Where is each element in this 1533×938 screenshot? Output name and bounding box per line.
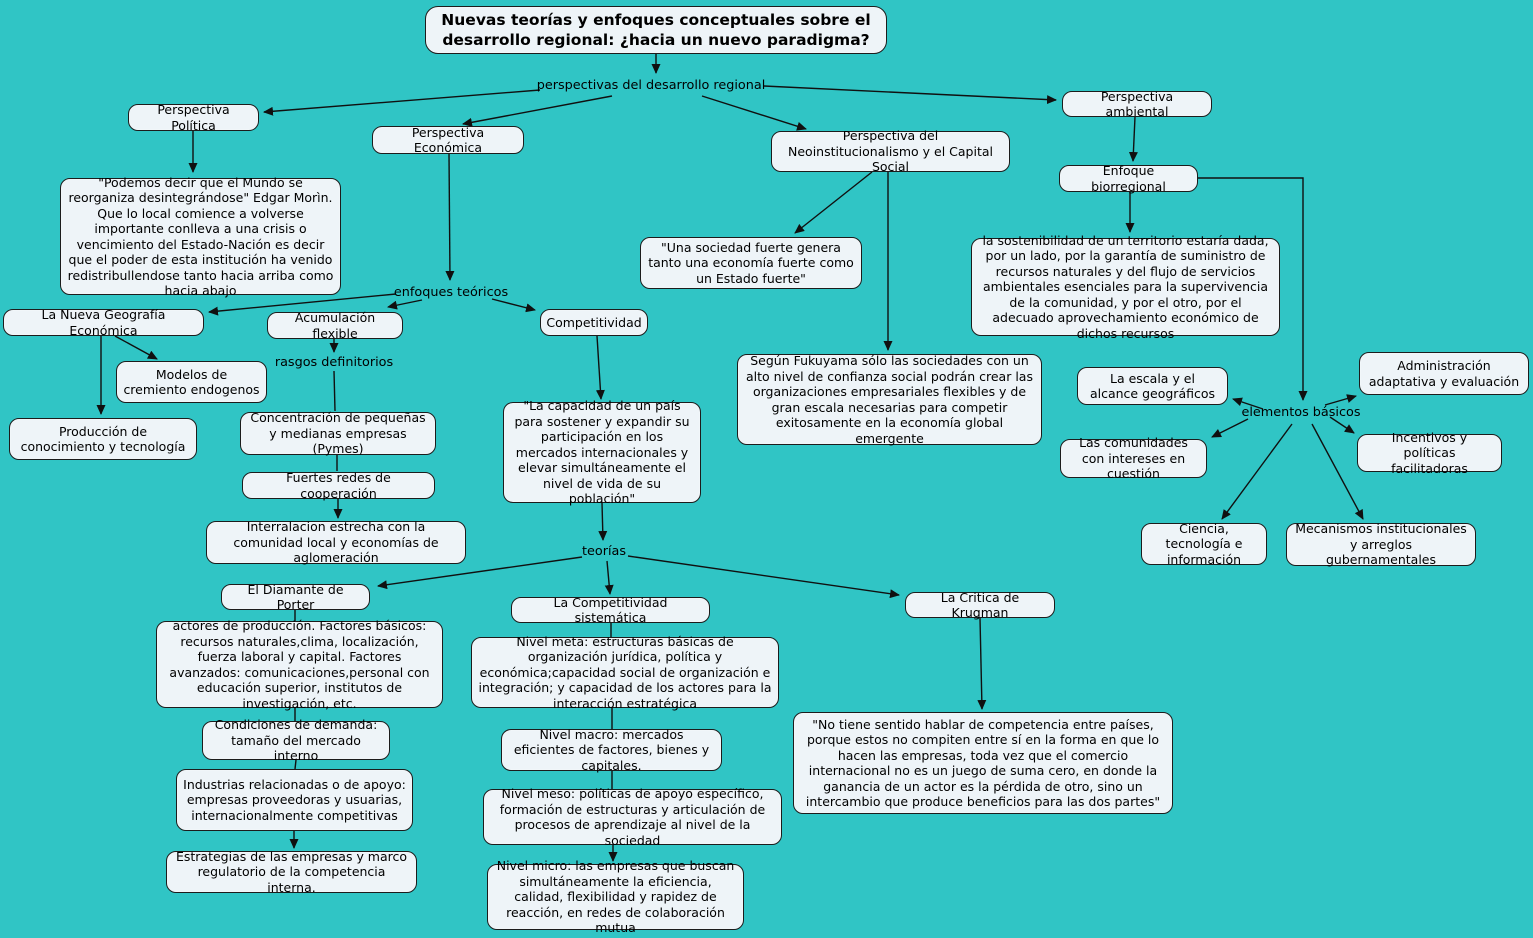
edge-economica-enfoques <box>449 154 450 280</box>
node-incentivos-politicas[interactable]: Incentivos y políticas facilitadoras <box>1357 434 1502 472</box>
node-sostenibilidad[interactable]: la sostenibilidad de un territorio estaría dada, por un lado, por la garantía de suministro de recursos naturales y del flujo de servicios ambientales esenciales para la supervivencia de la comunidad, y por el otro, por el adecuado aprovechamiento económico de dichos recursos <box>971 238 1280 336</box>
edge-perspectivas-politica <box>264 90 540 112</box>
edge-rasgos-concentracion <box>334 371 335 411</box>
edge-perspectivas-economica <box>463 96 612 124</box>
node-nivel-meta[interactable]: Nivel meta: estructuras básicas de organización jurídica, política y económica;capacidad social de organización e integración; y capacidad de los actores para la interacción estratégica <box>471 637 779 708</box>
node-cita-sociedad-fuerte[interactable]: "Una sociedad fuerte genera tanto una economía fuerte como un Estado fuerte" <box>640 237 862 289</box>
label-rasgos-definitorios: rasgos definitorios <box>274 355 394 371</box>
node-nivel-micro[interactable]: Nivel micro: las empresas que buscan simultáneamente la eficiencia, calidad, flexibilidad y rapidez de reacción, en redes de colaboración mutua <box>487 864 744 930</box>
node-diamante-porter[interactable]: El Diamante de Porter <box>221 584 370 610</box>
node-ciencia-tecnologia[interactable]: Ciencia, tecnología e información <box>1141 523 1267 565</box>
edge-perspectivas-neoinstitucionalismo <box>702 96 806 129</box>
node-comunidades-intereses[interactable]: Las comunidades con intereses en cuestión <box>1060 439 1207 478</box>
node-nivel-macro[interactable]: Nivel macro: mercados eficientes de factores, bienes y capitales. <box>501 729 722 771</box>
label-enfoques-teoricos: enfoques teóricos <box>393 284 509 300</box>
edge-enfoques-acumulacion <box>388 300 422 307</box>
edge-elementos-comunidades <box>1212 419 1248 437</box>
node-competitividad-sistematica[interactable]: La Competitividad sistemática <box>511 597 710 623</box>
edge-perspectivas-ambiental <box>764 86 1056 100</box>
edge-ambiental-biorregional <box>1133 117 1135 161</box>
map-title[interactable]: Nuevas teorías y enfoques conceptuales sobre el desarrollo regional: ¿hacia un nuevo paradigma? <box>425 6 887 54</box>
node-perspectiva-economica[interactable]: Perspectiva Económica <box>372 126 524 154</box>
node-acumulacion-flexible[interactable]: Acumulación flexible <box>267 312 403 339</box>
node-interralacion-comunidad[interactable]: Interralacion estrecha con la comunidad local y economías de aglomeración <box>206 521 466 564</box>
node-condiciones-demanda[interactable]: Condiciones de demanda: tamaño del mercado interno <box>202 721 390 760</box>
node-estrategias-empresas[interactable]: Estrategias de las empresas y marco regulatorio de la competencia interna. <box>166 851 417 893</box>
node-actores-produccion[interactable]: actores de producción. Factores básicos: recursos naturales,clima, localización, fuerza laboral y capital. Factores avanzados: comunicaciones,personal con educación superior, institutos de investigación, etc. <box>156 621 443 708</box>
label-perspectivas: perspectivas del desarrollo regional <box>536 77 766 93</box>
node-perspectiva-neoinstitucionalismo[interactable]: Perspectiva del Neoinstitucionalismo y el Capital Social <box>771 131 1010 172</box>
node-fukuyama[interactable]: Según Fukuyama sólo las sociedades con un alto nivel de confianza social podrán crear las organizaciones empresariales flexibles y de gran escala necesarias para competir exitosamente en la economía global emergente <box>737 354 1042 445</box>
node-perspectiva-ambiental[interactable]: Perspectiva ambiental <box>1062 91 1212 117</box>
edge-geografia-modelos <box>115 336 157 359</box>
edge-elementos-ciencia <box>1222 424 1292 519</box>
node-produccion-conocimiento[interactable]: Producción de conocimiento y tecnología <box>9 418 197 460</box>
node-critica-krugman[interactable]: La Critica de Krugman <box>905 592 1055 618</box>
edge-krugman-cita <box>980 618 982 709</box>
edge-elementos-mecanismos <box>1312 424 1363 519</box>
edge-teorias-krugman <box>628 556 899 595</box>
node-escala-alcance[interactable]: La escala y el alcance geográficos <box>1077 367 1228 405</box>
node-cita-morin[interactable]: "Podemos decir que el Mundo se reorganiza desintegrándose" Edgar Morìn. Que lo local comience a volverse importante conlleva a una crisis o vencimiento del Estado-Nación es decir que el poder de esta institución ha venido redistribullendose tanto hacia arriba como hacia abajo <box>60 178 341 295</box>
node-competitividad[interactable]: Competitividad <box>540 309 648 336</box>
edge-competitividad-capacidad <box>597 336 601 399</box>
node-cita-krugman[interactable]: "No tiene sentido hablar de competencia entre países, porque estos no compiten entre sí en la forma en que lo hacen las empresas, toda vez que el comercio internacional no es un juego de suma cero, en donde la ganancia de un actor es la pérdida de otro, sino un intercambio que produce beneficios para las dos partes" <box>793 712 1173 814</box>
node-industrias-relacionadas[interactable]: Industrias relacionadas o de apoyo: empresas proveedoras y usuarias, internacionalmente competitivas <box>176 769 413 831</box>
node-concentracion-pymes[interactable]: Concentración de pequeñas y medianas empresas (Pymes) <box>240 412 436 455</box>
node-modelos-crecimiento-endogeno[interactable]: Modelos de cremiento endogenos <box>116 361 267 403</box>
node-nueva-geografia-economica[interactable]: La Nueva Geografía Económica <box>3 309 204 336</box>
node-perspectiva-politica[interactable]: Perspectiva Política <box>128 104 259 131</box>
node-mecanismos-institucionales[interactable]: Mecanismos institucionales y arreglos gubernamentales <box>1286 523 1476 566</box>
label-teorias: teorías <box>581 543 627 559</box>
node-administracion-adaptativa[interactable]: Administración adaptativa y evaluación <box>1359 352 1529 395</box>
node-nivel-meso[interactable]: Nivel meso: políticas de apoyo específico, formación de estructuras y articulación de procesos de aprendizaje al nivel de la sociedad <box>483 789 782 845</box>
node-cita-capacidad-pais[interactable]: "La capacidad de un país para sostener y expandir su participación en los mercados internacionales y elevar simultáneamente el nivel de vida de su población" <box>503 402 701 503</box>
edge-teorias-sistematica <box>607 561 610 594</box>
node-fuertes-redes[interactable]: Fuertes redes de cooperación <box>242 472 435 499</box>
node-enfoque-biorregional[interactable]: Enfoque biorregional <box>1059 165 1198 192</box>
edge-neo-sociedad <box>795 172 872 233</box>
edge-capacidad-teorias <box>602 503 603 540</box>
label-elementos-basicos: elementos básicos <box>1241 404 1361 420</box>
